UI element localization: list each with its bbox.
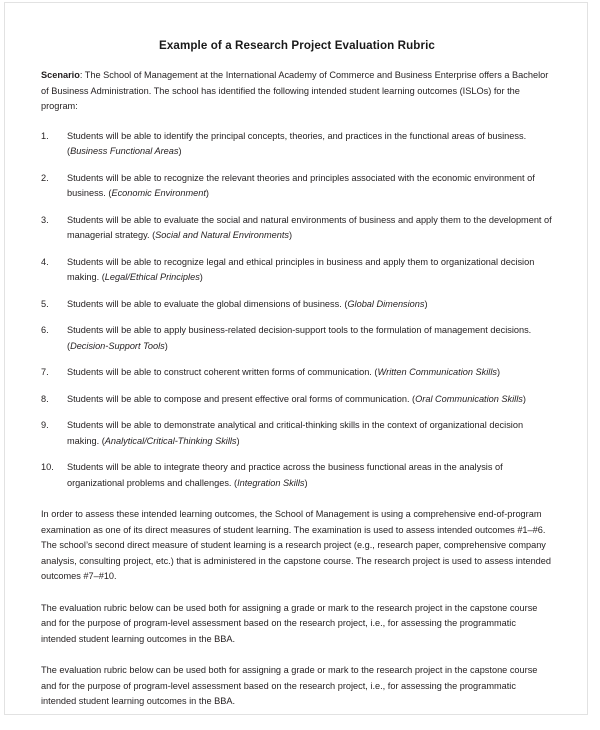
outcome-label-close: ) bbox=[178, 146, 182, 156]
list-item bbox=[41, 460, 553, 491]
outcome-label-close: ) bbox=[496, 367, 501, 377]
list-item-text: Students will be able to demonstrate analytical and critical-thinking skills in the context of organizational decision making. ( bbox=[67, 420, 524, 446]
outcome-label: Written Communication Skills bbox=[377, 367, 497, 377]
list-item-number: 8. bbox=[41, 393, 49, 404]
list-item-number: 3. bbox=[41, 214, 49, 225]
list-item-text: Students will be able to recognize the relevant theories and principles associated with the economic environment of business. ( bbox=[67, 172, 535, 198]
list-item-text: Students will be able to identify the principal concepts, theories, and practices in the functional areas of business. ( bbox=[67, 130, 527, 156]
rubric-paragraph-2: The evaluation rubric below can be used both for assigning a grade or mark to the research project in the capstone course and for the purpose of program-level assessment based on the research project, i.e., for assessing the programmatic intended student learning outcomes in the BBA. bbox=[41, 665, 538, 706]
list-item-text: Students will be able to apply business-related decision-support tools to the formulation of management decisions. ( bbox=[67, 325, 532, 351]
outcome-label: Oral Communication Skills bbox=[415, 393, 523, 404]
outcome-label-close: ) bbox=[236, 435, 240, 446]
outcome-label: Legal/Ethical Principles bbox=[104, 272, 200, 282]
list-item-text: Students will be able to construct coherent written forms of communication. ( bbox=[67, 367, 378, 377]
outcome-label-close: ) bbox=[205, 188, 209, 198]
outcome-label-close: ) bbox=[199, 272, 203, 282]
outcome-label: Integration Skills bbox=[237, 477, 305, 488]
outcome-label: Analytical/Critical-Thinking Skills bbox=[104, 435, 237, 446]
list-item-number: 9. bbox=[41, 420, 49, 430]
outcome-label-close: ) bbox=[522, 393, 526, 404]
list-item bbox=[41, 297, 553, 313]
assessment-paragraph: In order to assess these intended learning outcomes, the School of Management is using a comprehensive end-of-program examination as one of its direct measures of student learning. The examination is used to assess intended outcomes #1–#6. The school’s second direct measure of student learning is a research project (e.g., research paper, comprehensive company analysis, consulting project, etc.) that is administered in the capstone course. The research project is used to assess intended outcomes #7–#10. bbox=[41, 509, 552, 581]
outcome-label: Global Dimensions bbox=[347, 298, 425, 309]
outcome-label-close: ) bbox=[424, 298, 428, 309]
list-item bbox=[41, 365, 553, 381]
document-page bbox=[4, 2, 588, 715]
list-item bbox=[41, 418, 553, 449]
learning-outcomes-list bbox=[41, 129, 553, 492]
page-title: Example of a Research Project Evaluation Rubric bbox=[159, 39, 435, 52]
list-item-number: 10. bbox=[41, 462, 54, 472]
list-item-number: 1. bbox=[41, 130, 49, 141]
list-item bbox=[41, 392, 553, 408]
list-item-number: 4. bbox=[41, 256, 49, 267]
outcome-label-close: ) bbox=[288, 230, 293, 240]
outcome-label: Social and Natural Environments bbox=[155, 230, 289, 240]
rubric-paragraph-1: The evaluation rubric below can be used both for assigning a grade or mark to the research project in the capstone course and for the purpose of program-level assessment based on the research project, i.e., for assessing the programmatic intended student learning outcomes in the BBA. bbox=[41, 602, 538, 644]
list-item-text: Students will be able to evaluate the social and natural environments of business and apply them to the development of managerial strategy. ( bbox=[67, 214, 552, 240]
list-item-number: 7. bbox=[41, 367, 49, 377]
scenario-label: Scenario bbox=[41, 70, 80, 80]
list-item-text: Students will be able to recognize legal and ethical principles in business and apply them to organizational decision making. ( bbox=[67, 256, 535, 282]
list-item-number: 5. bbox=[41, 298, 49, 309]
list-item bbox=[41, 323, 553, 354]
list-item bbox=[41, 171, 553, 202]
list-item bbox=[41, 255, 553, 286]
outcome-label-close: ) bbox=[164, 340, 168, 351]
list-item bbox=[41, 129, 553, 160]
scenario-text: : The School of Management at the International Academy of Commerce and Business Enterprise offers a Bachelor of Business Administration. The school has identified the following intended student learning outcomes (ISLOs) for the program: bbox=[41, 70, 549, 111]
list-item-text: Students will be able to integrate theory and practice across the business functional areas in the analysis of organizational problems and challenges. ( bbox=[67, 462, 503, 488]
list-item-text: Students will be able to compose and present effective oral forms of communication. ( bbox=[67, 393, 416, 404]
list-item bbox=[41, 213, 553, 244]
scenario-paragraph bbox=[41, 68, 553, 115]
outcome-label: Business Functional Areas bbox=[70, 146, 179, 156]
list-item-text: Students will be able to evaluate the global dimensions of business. ( bbox=[67, 298, 348, 309]
outcome-label-close: ) bbox=[304, 477, 308, 488]
outcome-label: Decision-Support Tools bbox=[70, 340, 165, 351]
outcome-label: Economic Environment bbox=[111, 188, 206, 198]
list-item-number: 6. bbox=[41, 325, 49, 335]
document-body bbox=[5, 3, 587, 710]
list-item-number: 2. bbox=[41, 172, 49, 183]
